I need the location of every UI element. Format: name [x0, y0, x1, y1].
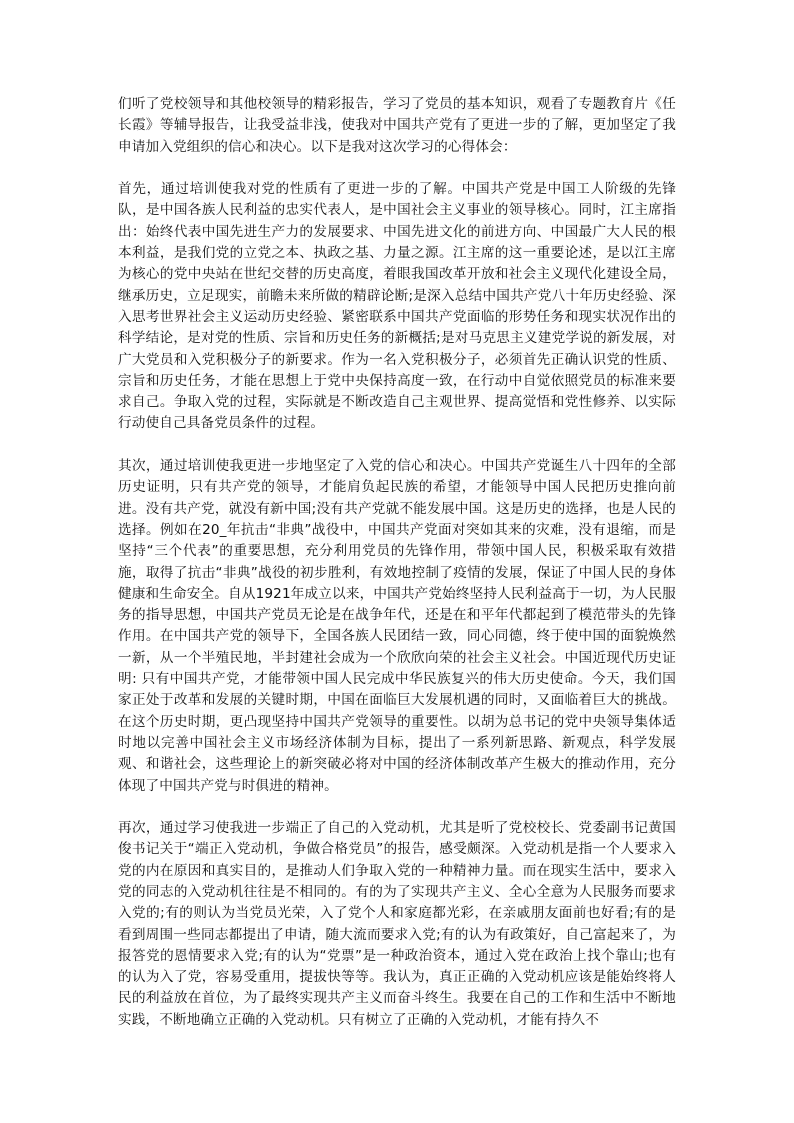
second-point-paragraph: 其次，通过培训使我更进一步地坚定了入党的信心和决心。中国共产党诞生八十四年的全部历史证明，只有共产党的领导，才能肩负起民族的希望，才能领导中国人民把历史推向前进。没有共产党，就没有新中国;没有共产党就不能发展中国。这是历史的选择，也是人民的选择。例如在20_年抗击“非典”战役中，中国共产党面对突如其来的灾难，没有退缩，而是坚持“三个代表”的重要思想，充分利用党员的先锋作用，带领中国人民，积极采取有效措施，取得了抗击“非典”战役的初步胜利，有效地控制了疫情的发展，保证了中国人民的身体健康和生命安全。自从1921年成立以来，中国共产党始终坚持人民利益高于一切，为人民服务的指导思想，中国共产党员无论是在战争年代，还是在和平年代都起到了模范带头的先锋作用。在中国共产党的领导下，全国各族人民团结一致，同心同德，终于使中国的面貌焕然一新，从一个半殖民地，半封建社会成为一个欣欣向荣的社会主义社会。中国近现代历史证明: 只有中国共产党，才能带领中国人民完成中华民族复兴的伟大历史使命。今天，我们国家正处于改革和发展的关键时期，中国在面临巨大发展机遇的同时，又面临着巨大的挑战。在这个历史时期，更凸现坚持中国共产党领导的重要性。以胡为总书记的党中央领导集体适时地以完善中国社会主义市场经济体制为目标，提出了一系列新思路、新观点，科学发展观、和谐社会，这些理论上的新突破必将对中国的经济体制改革产生极大的推动作用，充分体现了中国共产党与时俱进的精神。 [118, 458, 676, 794]
intro-paragraph: 们听了党校领导和其他校领导的精彩报告，学习了党员的基本知识，观看了专题教育片《任长霞》等辅导报告，让我受益非浅，使我对中国共产党有了更进一步的了解，更加坚定了我申请加入党组织的信心和决心。以下是我对这次学习的心得体会： [118, 96, 676, 155]
first-point-paragraph: 首先，通过培训使我对党的性质有了更进一步的了解。中国共产党是中国工人阶级的先锋队，是中国各族人民利益的忠实代表人，是中国社会主义事业的领导核心。同时，江主席指出：始终代表中国先进生产力的发展要求、中国先进文化的前进方向、中国最广大人民的根本利益，是我们党的立党之本、执政之基、力量之源。江主席的这一重要论述，是以江主席为核心的党中央站在世纪交替的历史高度，着眼我国改革开放和社会主义现代化建设全局，继承历史，立足现实，前瞻未来所做的精辟论断;是深入总结中国共产党八十年历史经验、深入思考世界社会主义运动历史经验、紧密联系中国共产党面临的形势任务和现实状况作出的科学结论，是对党的性质、宗旨和历史任务的新概括;是对马克思主义建党学说的新发展，对广大党员和入党积极分子的新要求。作为一名入党积极分子，必须首先正确认识党的性质、宗旨和历史任务，才能在思想上于党中央保持高度一致，在行动中自觉依照党员的标准来要求自己。争取入党的过程，实际就是不断改造自己主观世界、提高觉悟和党性修养、以实际行动使自己具备党员条件的过程。 [118, 181, 676, 432]
document-body [118, 94, 676, 1031]
third-point-paragraph: 再次，通过学习使我进一步端正了自己的入党动机，尤其是听了党校校长、党委副书记黄国俊书记关于“端正入党动机，争做合格党员”的报告，感受颇深。入党动机是指一个人要求入党的内在原因和真实目的，是推动人们争取入党的一种精神力量。而在现实生活中，要求入党的同志的入党动机往往是不相同的。有的为了实现共产主义、全心全意为人民服务而要求入党的;有的则认为当党员光荣，入了党个人和家庭都光彩，在亲戚朋友面前也好看;有的是看到周围一些同志都提出了申请，随大流而要求入党;有的认为有政策好，自己富起来了，为报答党的恩情要求入党;有的认为“党票”是一种政治资本，通过入党在政治上找个靠山;也有的认为入了党，容易受重用，提拔快等等。我认为，真正正确的入党动机应该是能始终将人民的利益放在首位，为了最终实现共产主义而奋斗终生。我要在自己的工作和生活中不断地实践，不断地确立正确的入党动机。只有树立了正确的入党动机，才能有持久不 [118, 820, 676, 1028]
